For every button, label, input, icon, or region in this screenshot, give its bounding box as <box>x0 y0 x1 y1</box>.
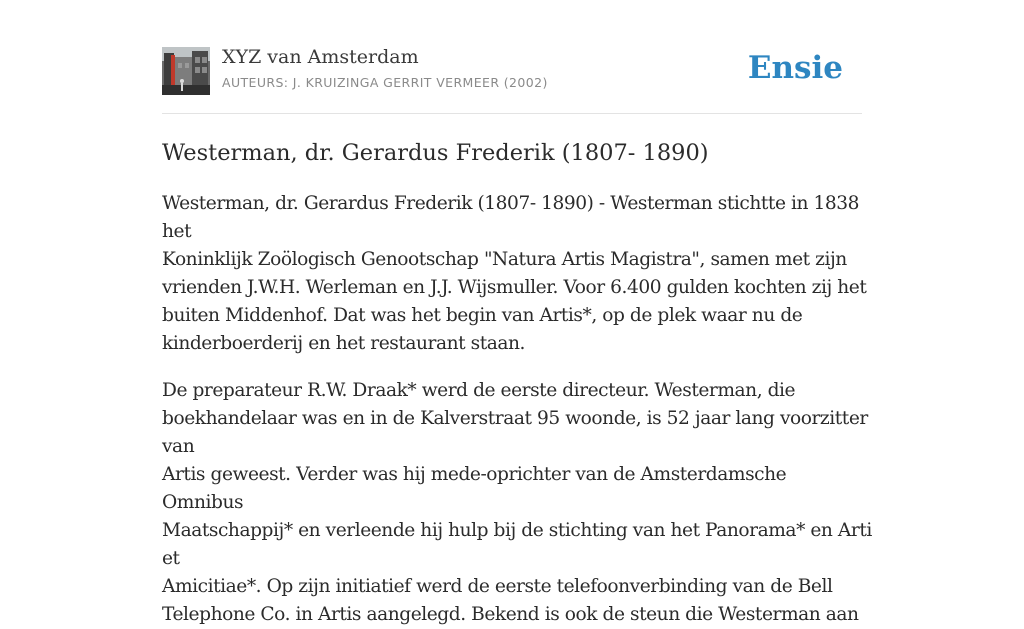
entry-article <box>162 136 872 629</box>
avatar[interactable] <box>162 47 210 95</box>
entry-title: Westerman, dr. Gerardus Frederik (1807- 1890) <box>162 140 709 166</box>
brand-logo[interactable]: Ensie <box>747 50 843 86</box>
book-authors: AUTEURS: J. KRUIZINGA GERRIT VERMEER (2002) <box>222 75 548 90</box>
street-photo-icon <box>162 47 210 95</box>
divider <box>162 113 862 114</box>
entry-paragraph: De preparateur R.W. Draak* werd de eerste directeur. Westerman, die boekhandelaar was en in de Kalverstraat 95 woonde, is 52 jaar lang voorzitter van Artis geweest. Verder was hij mede-oprichter van de Amsterdamsche Omnibus Maatschappij* en verleende hij hulp bij de stichting van het Panorama* en Arti et Amicitiae*. Op zijn initiatief werd de eerste telefoonverbinding van de Bell Telephone Co. in Artis aangelegd. Bekend is ook de steun die Westerman aan <box>162 380 872 625</box>
header <box>162 46 862 96</box>
book-title[interactable]: XYZ van Amsterdam <box>222 46 419 68</box>
entry-paragraph: Westerman, dr. Gerardus Frederik (1807- 1890) - Westerman stichtte in 1838 het Koninklijk Zoölogisch Genootschap "Natura Artis Magistra", samen met zijn vrienden J.W.H. Werleman en J.J. Wijsmuller. Voor 6.400 gulden kochten zij het buiten Middenhof. Dat was het begin van Artis*, op de plek waar nu de kinderboerderij en het restaurant staan. <box>162 193 867 354</box>
